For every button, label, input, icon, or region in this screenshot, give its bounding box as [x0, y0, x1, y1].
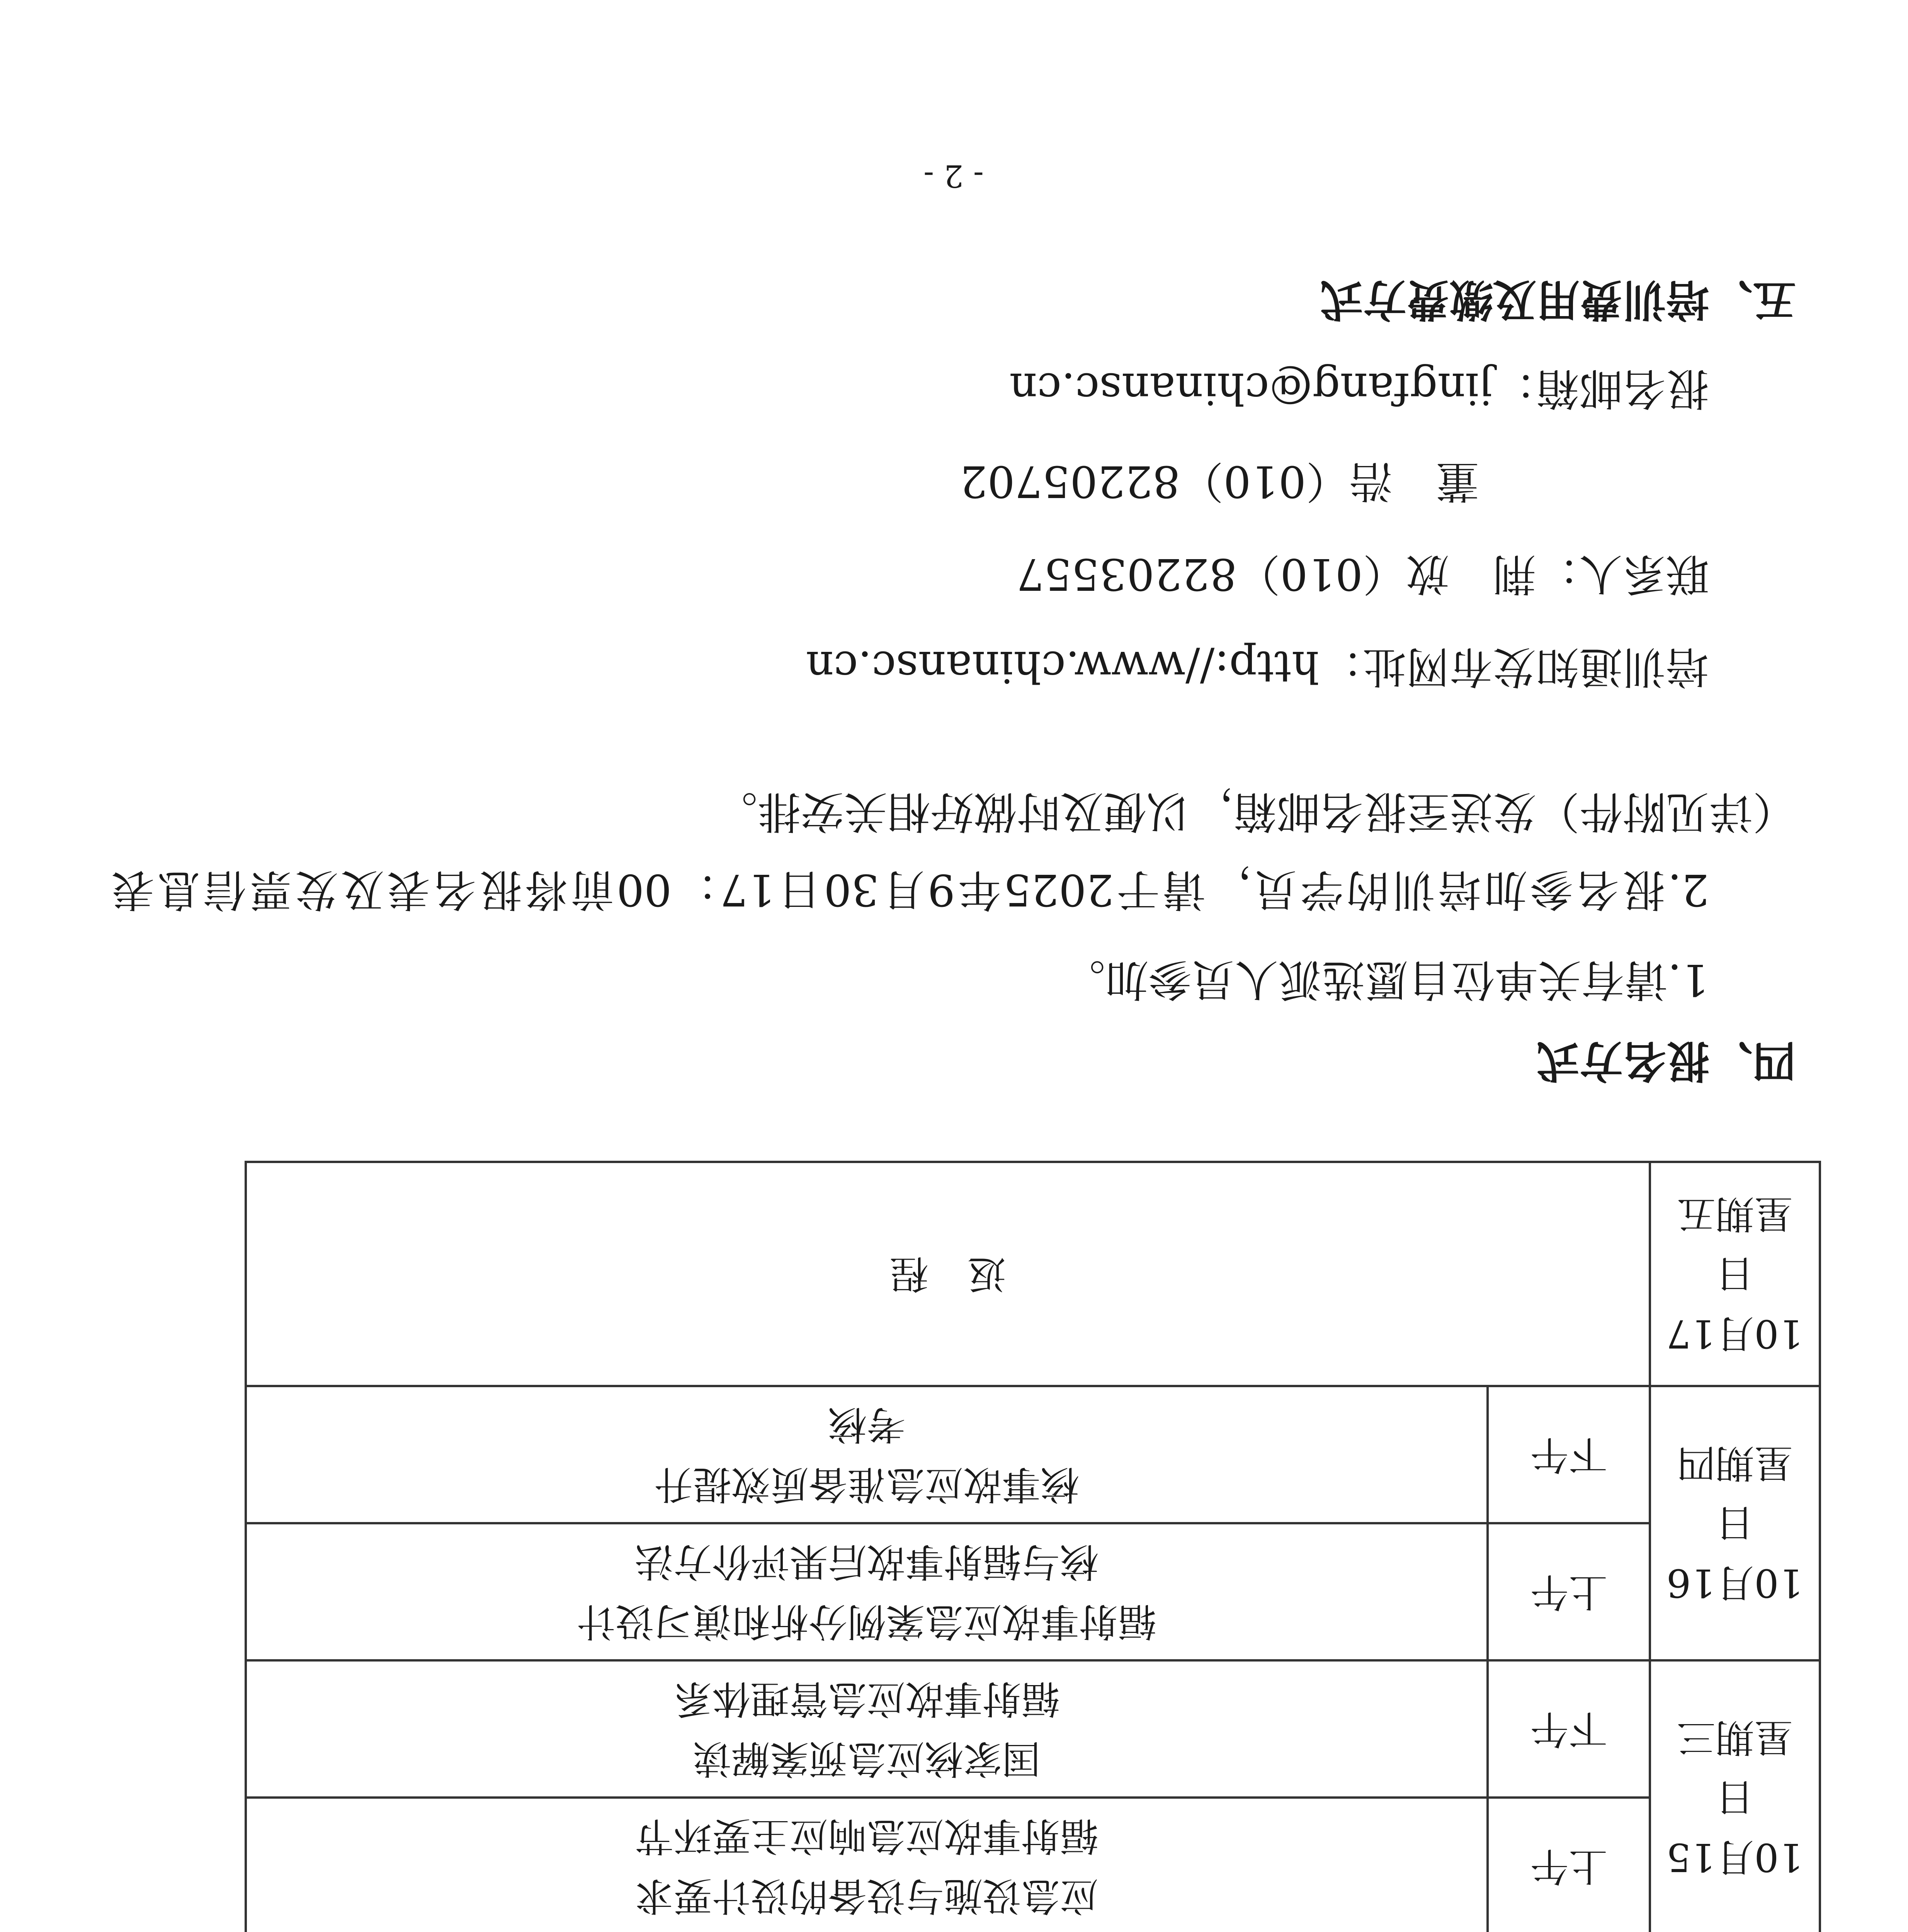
table-row	[246, 1386, 1820, 1523]
course-line: 辐射事故应急案例分析和演习设计	[577, 1599, 1156, 1645]
contact-2: 董 浩（010）82205702	[960, 456, 1479, 506]
notice-website: 培训通知发布网址：http://www.chinansc.cn	[806, 641, 1709, 692]
course-line: 核事故应急准备质效提升	[654, 1462, 1079, 1507]
half-day-label: 下午	[1488, 1386, 1650, 1523]
weekday-text: 星期三	[1677, 1715, 1793, 1760]
date-text: 10月15日	[1666, 1775, 1804, 1880]
course-line: 国家核应急预案解读	[693, 1736, 1041, 1782]
course-cell	[246, 1798, 1488, 1932]
weekday-text: 星期四	[1677, 1440, 1793, 1486]
date-text: 10月16日	[1666, 1500, 1804, 1606]
course-line: 辐射事故应急响应主要环节	[635, 1813, 1099, 1859]
half-day-label: 上午	[1488, 1798, 1650, 1932]
registration-email: 报名邮箱：jingfang@chinansc.cn	[1009, 363, 1709, 413]
contact-1: 联系人：荆 放（010）82203557	[1017, 549, 1709, 599]
section-4-heading: 四、报名方式	[1536, 1036, 1796, 1086]
course-cell	[246, 1660, 1488, 1798]
registration-item-1: 1.请有关单位自愿选派人员参加。	[1062, 954, 1709, 1005]
course-cell: 返 程	[246, 1162, 1650, 1386]
table-row	[246, 1660, 1820, 1798]
date-cell	[1650, 1162, 1820, 1386]
date-cell	[1650, 1660, 1820, 1932]
half-day-label: 上午	[1488, 1523, 1650, 1660]
course-line: 应急设施与设备的设计要求	[635, 1873, 1099, 1919]
course-line: 辐射事故应急管理体系	[673, 1676, 1060, 1722]
date-cell	[1650, 1386, 1820, 1660]
course-cell	[246, 1523, 1488, 1660]
table-row	[246, 1162, 1820, 1386]
course-line: 考核	[828, 1402, 905, 1447]
section-5-heading: 五、培训费用及缴费方式	[1320, 274, 1796, 325]
date-text: 10月17日	[1666, 1251, 1804, 1357]
table-row	[246, 1798, 1820, 1932]
course-line: 核与辐射事故后果评价方法	[635, 1539, 1099, 1585]
table-row	[246, 1523, 1820, 1660]
course-cell	[246, 1386, 1488, 1523]
weekday-text: 星期五	[1677, 1191, 1793, 1237]
page-number: - 2 -	[923, 158, 984, 194]
schedule-table	[245, 1161, 1821, 1932]
registration-item-2: 2.报名参加培训的学员，请于2025年9月30日17：00前将报名表及发票信息表（详见附件）发送至报名邮箱，以便及时做好相关安排。	[111, 786, 1796, 915]
half-day-label: 下午	[1488, 1660, 1650, 1798]
